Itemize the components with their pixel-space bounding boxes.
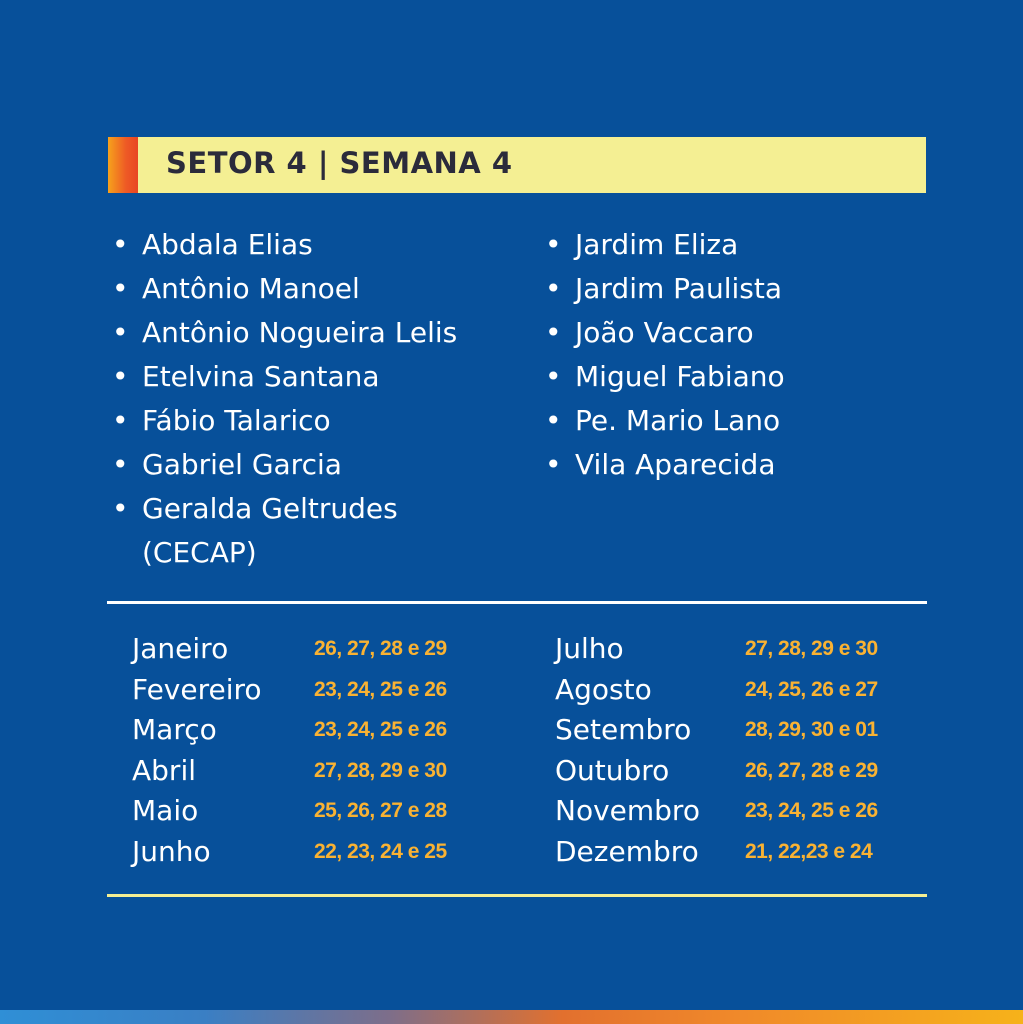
month-label: Setembro [555, 713, 692, 746]
neighborhood-name: Geralda Geltrudes (CECAP) [142, 492, 398, 569]
bottom-gradient-strip [0, 1010, 1023, 1024]
collection-dates: 27, 28, 29 e 30 [745, 637, 878, 660]
collection-dates: 23, 24, 25 e 26 [314, 718, 447, 741]
divider-bottom [107, 894, 927, 897]
bullet-icon: • [545, 404, 562, 437]
list-item [112, 355, 532, 399]
bullet-icon: • [545, 448, 562, 481]
collection-dates: 21, 22,23 e 24 [745, 839, 873, 863]
neighborhood-list-left [112, 223, 532, 575]
bullet-icon: • [112, 272, 129, 305]
bullet-icon: • [112, 404, 129, 437]
collection-dates: 22, 23, 24 e 25 [314, 839, 447, 863]
month-label: Agosto [555, 672, 652, 706]
collection-dates: 24, 25, 26 e 27 [745, 677, 878, 701]
neighborhood-name: João Vaccaro [575, 316, 754, 349]
collection-dates: 27, 28, 29 e 30 [314, 758, 447, 782]
neighborhood-name: Vila Aparecida [575, 448, 776, 481]
neighborhood-name: Etelvina Santana [142, 360, 380, 393]
neighborhood-name: Antônio Nogueira Lelis [142, 316, 458, 349]
bullet-icon: • [112, 228, 129, 261]
bullet-icon: • [112, 360, 129, 393]
neighborhood-name: Pe. Mario Lano [575, 404, 781, 437]
month-label: Novembro [555, 794, 700, 827]
month-label: Dezembro [555, 834, 699, 868]
page-title: SETOR 4 | SEMANA 4 [166, 146, 513, 180]
collection-dates: 23, 24, 25 e 26 [314, 677, 447, 701]
neighborhood-name: Jardim Eliza [575, 228, 739, 261]
month-label: Julho [555, 632, 624, 665]
bullet-icon: • [545, 228, 562, 261]
list-item [112, 223, 532, 267]
bullet-icon: • [112, 448, 129, 481]
bullet-icon: • [112, 492, 129, 525]
month-label: Abril [132, 753, 196, 787]
collection-dates: 23, 24, 25 e 26 [745, 799, 878, 822]
month-label: Junho [132, 834, 211, 868]
collection-dates: 25, 26, 27 e 28 [314, 799, 447, 822]
list-item [545, 443, 925, 487]
bullet-icon: • [545, 272, 562, 305]
month-label: Março [132, 713, 217, 746]
list-item [112, 443, 532, 487]
neighborhood-list-right [545, 223, 925, 487]
neighborhood-name: Gabriel Garcia [142, 448, 342, 481]
list-item [112, 267, 532, 311]
bullet-icon: • [545, 360, 562, 393]
list-item [112, 399, 532, 443]
month-label: Fevereiro [132, 672, 262, 706]
list-item [112, 487, 482, 575]
collection-dates: 28, 29, 30 e 01 [745, 718, 878, 741]
list-item [112, 311, 532, 355]
divider-top [107, 601, 927, 604]
collection-dates: 26, 27, 28 e 29 [745, 758, 878, 782]
section-header [108, 137, 926, 193]
list-item [545, 223, 925, 267]
collection-dates: 26, 27, 28 e 29 [314, 637, 447, 660]
list-item [545, 267, 925, 311]
neighborhood-name: Jardim Paulista [575, 272, 782, 305]
bullet-icon: • [545, 316, 562, 349]
list-item [545, 399, 925, 443]
list-item [545, 355, 925, 399]
list-item [545, 311, 925, 355]
month-label: Maio [132, 794, 199, 827]
month-label: Outubro [555, 753, 670, 787]
bullet-icon: • [112, 316, 129, 349]
neighborhood-name: Abdala Elias [142, 228, 313, 261]
neighborhood-name: Antônio Manoel [142, 272, 360, 305]
month-label: Janeiro [132, 632, 229, 665]
neighborhood-name: Miguel Fabiano [575, 360, 785, 393]
header-accent-stripe [108, 137, 138, 193]
neighborhood-name: Fábio Talarico [142, 404, 331, 437]
